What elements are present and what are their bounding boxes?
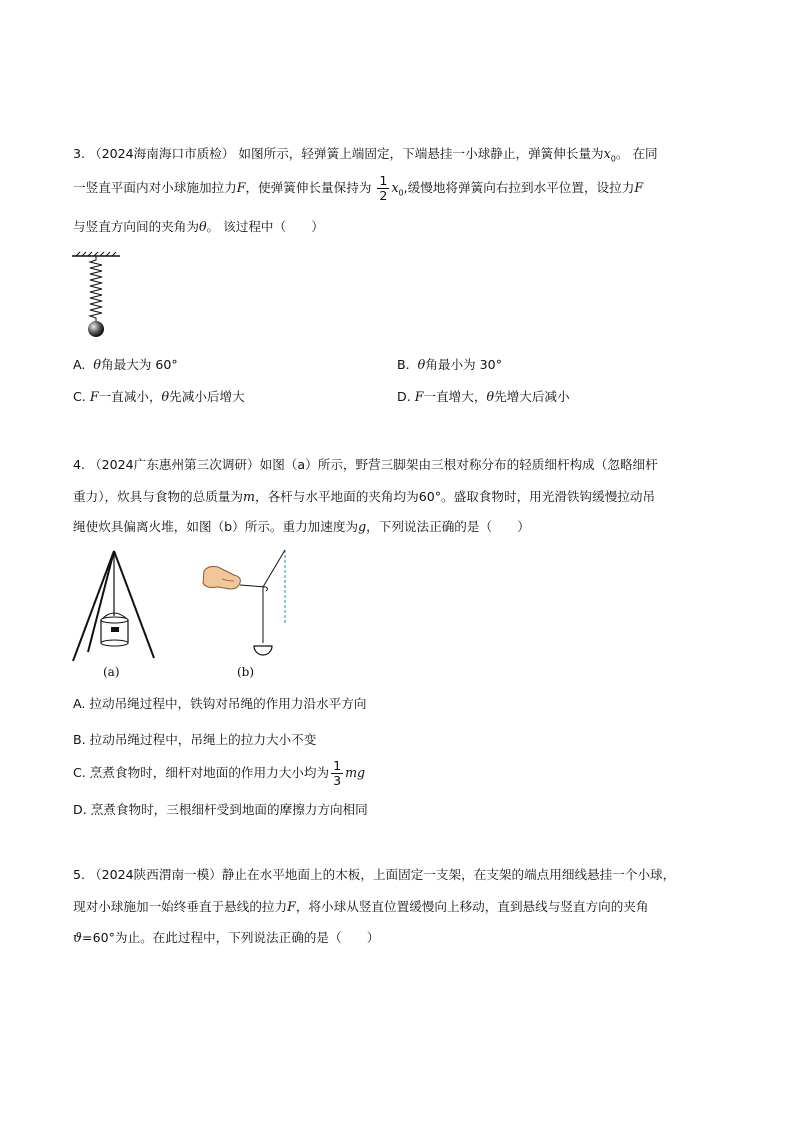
q4-line-1 xyxy=(73,456,658,474)
var-F: F xyxy=(634,180,644,195)
option-text: 先增大后减小 xyxy=(494,389,570,404)
q3-line-2 xyxy=(73,173,643,209)
tripod-figure-a xyxy=(70,548,160,663)
var-theta: θ xyxy=(417,357,426,372)
option-text: 一直增大， xyxy=(423,389,487,404)
var-theta: θ xyxy=(93,357,102,372)
var-x: x xyxy=(391,180,399,195)
option-text: 先减小后增大 xyxy=(169,389,245,404)
q5-text: 现对小球施加一始终垂直于悬线的拉力 xyxy=(73,899,288,914)
q3-text: 。 该过程中（ ） xyxy=(206,219,324,234)
option-text: C. 烹煮食物时，细杆对地面的作用力大小均为 xyxy=(73,765,330,780)
q3-option-b[interactable] xyxy=(397,356,502,374)
q3-text: 3. （2024海南海口市质检） 如图所示，轻弹簧上端固定，下端悬挂一小球静止，弹簧伸长量为 xyxy=(73,146,604,161)
option-text: D. 烹煮食物时，三根细杆受到地面的摩擦力方向相同 xyxy=(73,802,368,817)
q4-text: 4. （2024广东惠州第三次调研）如图（a）所示，野营三脚架由三根对称分布的轻质细杆构成（忽略细杆 xyxy=(73,457,658,472)
option-text: 一直减小， xyxy=(98,389,162,404)
q5-line-1 xyxy=(73,866,675,884)
var-x: x xyxy=(603,146,611,161)
var-theta: ϑ xyxy=(73,930,83,945)
option-label: C. xyxy=(73,389,86,404)
subscript: 0 xyxy=(398,188,404,198)
q4-option-b[interactable] xyxy=(73,731,316,749)
q4-option-a[interactable] xyxy=(73,695,366,713)
frac-num: 1 xyxy=(333,758,342,773)
var-F: F xyxy=(414,389,424,404)
var-g: g xyxy=(358,519,367,534)
q5-line-2 xyxy=(73,898,648,916)
q3-text: 与竖直方向间的夹角为 xyxy=(73,219,199,234)
q4-option-c[interactable] xyxy=(73,758,365,788)
option-text: 角最小为 30° xyxy=(425,357,502,372)
option-label: D. xyxy=(397,389,411,404)
spring-ball-figure xyxy=(68,252,128,342)
var-theta: θ xyxy=(198,219,207,234)
hook-figure-b xyxy=(200,545,295,660)
q5-text: 5. （2024陕西渭南一模）静止在水平地面上的木板，上面固定一支架，在支架的端点用细线悬挂一个小球， xyxy=(73,867,676,882)
fraction-half xyxy=(377,174,389,203)
frac-den: 2 xyxy=(379,188,388,203)
q3-option-d[interactable] xyxy=(397,388,570,406)
option-text: A. 拉动吊绳过程中，铁钩对吊绳的作用力沿水平方向 xyxy=(73,696,367,711)
q4-text: 重力），炊具与食物的总质量为 xyxy=(73,489,244,504)
option-label: A. xyxy=(73,357,86,372)
q5-text: ，将小球从竖直位置缓慢向上移动，直到悬线与竖直方向的夹角 xyxy=(295,899,649,914)
q3-line-1 xyxy=(73,145,658,169)
caption-a: (a) xyxy=(103,665,120,679)
var-theta: θ xyxy=(161,389,170,404)
var-F: F xyxy=(287,899,296,914)
option-text: B. 拉动吊绳过程中，吊绳上的拉力大小不变 xyxy=(73,732,317,747)
subscript: 0 xyxy=(610,154,616,164)
q4-text: ，下列说法正确的是（ ） xyxy=(366,519,530,534)
q3-text: ,缓慢地将弹簧向右拉到水平位置，设拉力 xyxy=(403,180,635,195)
q4-line-3 xyxy=(73,518,530,536)
var-F: F xyxy=(89,389,99,404)
var-mg: mg xyxy=(345,765,366,780)
q4-option-d[interactable] xyxy=(73,801,368,819)
option-text: 角最大为 60° xyxy=(101,357,178,372)
q3-text: 。 在同 xyxy=(615,146,658,161)
q5-line-3 xyxy=(73,929,379,947)
caption-b: (b) xyxy=(237,665,255,679)
q5-text: =60°为止。在此过程中，下列说法正确的是（ ） xyxy=(82,930,380,945)
q4-text: ，各杆与水平地面的夹角均为60°。盛取食物时，用光滑铁钩缓慢拉动吊 xyxy=(254,489,656,504)
var-theta: θ xyxy=(486,389,495,404)
frac-num: 1 xyxy=(379,173,388,188)
var-F: F xyxy=(236,180,246,195)
q4-text: 绳使炊具偏离火堆，如图（b）所示。重力加速度为 xyxy=(73,519,359,534)
q3-text: 一竖直平面内对小球施加拉力 xyxy=(73,180,237,195)
fraction-third xyxy=(331,759,343,788)
q3-option-a[interactable] xyxy=(73,356,178,374)
q4-line-2 xyxy=(73,488,655,506)
q3-option-c[interactable] xyxy=(73,388,245,406)
option-label: B. xyxy=(397,357,410,372)
q3-text: ，使弹簧伸长量保持为 xyxy=(245,180,372,195)
q3-line-3 xyxy=(73,218,324,236)
var-m: m xyxy=(243,489,255,504)
frac-den: 3 xyxy=(333,773,342,788)
